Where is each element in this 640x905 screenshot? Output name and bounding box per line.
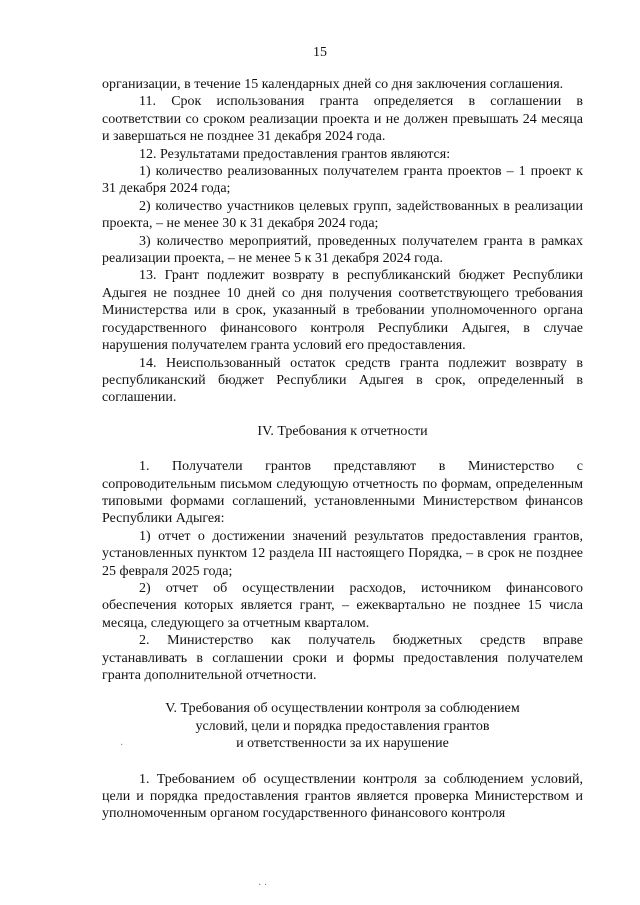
section-4-item-1: 1) отчет о достижении значений результатов предоставления грантов, установленных пунктом 12 раздела III настоящего Порядка, – в срок не позднее 25 февраля 2025 года; (102, 528, 583, 579)
section-5-paragraph-1: 1. Требованием об осуществлении контроля за соблюдением условий, цели и порядка предоставления грантов является проверка Министерством и уполномоченным органом государственного финансового контроля (102, 771, 583, 822)
paragraph-12-item-2: 2) количество участников целевых групп, задействованных в реализации проекта, – не менее 30 к 31 декабря 2024 года; (102, 198, 583, 232)
paragraph-12: 12. Результатами предоставления грантов являются: (139, 146, 451, 162)
document-body (102, 76, 583, 823)
page-number: 15 (313, 45, 327, 60)
section-5-title-line-3: и ответственности за их нарушение (236, 736, 449, 752)
scan-speck: · (120, 740, 124, 751)
paragraph-14: 14. Неиспользованный остаток средств гранта подлежит возврату в республиканский бюджет Республики Адыгея в срок, определенный в соглашении. (102, 355, 583, 406)
paragraph-12-item-1: 1) количество реализованных получателем гранта проектов – 1 проект к 31 декабря 2024 года; (102, 164, 583, 197)
section-5-title-line-2: условий, цели и порядка предоставления грантов (195, 718, 490, 734)
scan-speck: · · (258, 880, 268, 891)
paragraph-continuation: организации, в течение 15 календарных дней со дня заключения соглашения. (102, 77, 564, 92)
section-5-title (102, 700, 583, 752)
section-4-item-2: 2) отчет об осуществлении расходов, источником финансового обеспечения которых является грант, – ежеквартально не позднее 15 числа месяца, следующего за отчетным кварталом. (102, 580, 583, 631)
section-5-title-line-1: V. Требования об осуществлении контроля за соблюдением (165, 701, 520, 717)
paragraph-11: 11. Срок использования гранта определяется в соглашении в соответствии со сроком реализации проекта и не должен превышать 24 месяца и завершаться не позднее 31 декабря 2024 года. (102, 94, 583, 145)
paragraph-13: 13. Грант подлежит возврату в республиканский бюджет Республики Адыгея не позднее 10 дней со дня получения соответствующего требования Министерства или в срок, указанный в требовании уполномоченного органа государственного финансового контроля Республики Адыгея, в случае нарушения получателем гранта условий его предоставления. (102, 268, 583, 354)
paragraph-12-item-3: 3) количество мероприятий, проведенных получателем гранта в рамках реализации проекта, – не менее 5 к 31 декабря 2024 года. (102, 233, 583, 267)
section-4-title: IV. Требования к отчетности (257, 423, 428, 439)
section-4-paragraph-2: 2. Министерство как получатель бюджетных средств вправе устанавливать в соглашении сроки и формы предоставления получателем гранта дополнительной отчетности. (102, 633, 583, 683)
section-4-paragraph-1: 1. Получатели грантов представляют в Министерство с сопроводительным письмом следующую отчетность по формам, определенным типовыми формами соглашений, установленными Министерством финансов Республики Адыгея: (102, 459, 583, 527)
